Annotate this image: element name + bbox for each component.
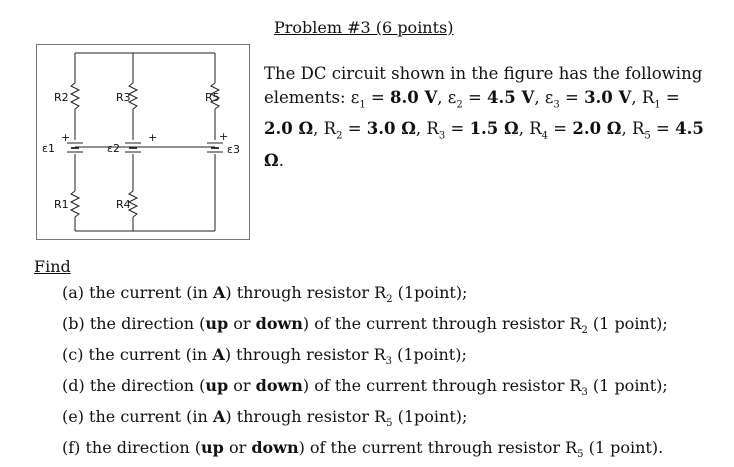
element-value: $R_2 = 3.0$ Ω, bbox=[323, 119, 427, 142]
element-value: $R_1 = 2.0$ Ω, bbox=[264, 88, 680, 139]
question-item: (f) the direction (up or down) of the current through resistor $R_5$ (1 point). bbox=[62, 437, 664, 461]
find-heading: Find bbox=[34, 257, 71, 276]
resistor-r1 bbox=[71, 191, 79, 217]
question-item: (b) the direction (up or down) of the current through resistor $R_2$ (1 point); bbox=[62, 313, 668, 337]
label-r4: R4 bbox=[116, 198, 131, 211]
element-value: $\varepsilon_1 = 8.0$ V, bbox=[350, 88, 448, 111]
question-item: (c) the current (in A) through resistor $R_3$ (1point); bbox=[62, 344, 467, 368]
plus-e1: + bbox=[61, 131, 71, 144]
label-e2: ε2 bbox=[107, 142, 120, 155]
problem-statement bbox=[264, 62, 704, 173]
question-item: (d) the direction (up or down) of the current through resistor $R_3$ (1 point); bbox=[62, 375, 668, 399]
plus-e3: + bbox=[219, 130, 229, 143]
label-r5: R5 bbox=[205, 91, 220, 104]
circuit-diagram bbox=[36, 44, 250, 240]
question-item: (a) the current (in A) through resistor $R_2$ (1point); bbox=[62, 283, 468, 306]
label-e1: ε1 bbox=[42, 142, 55, 155]
label-r3: R3 bbox=[116, 91, 131, 104]
question-list bbox=[62, 281, 668, 467]
problem-title: Problem #3 (6 points) bbox=[274, 18, 454, 37]
question-item: (e) the current (in A) through resistor $R_5$ (1point); bbox=[62, 406, 468, 430]
circuit-svg bbox=[37, 45, 251, 241]
element-value: $\varepsilon_3 = 3.0$ V, bbox=[544, 88, 642, 111]
element-value: $\varepsilon_2 = 4.5$ V, bbox=[447, 88, 545, 111]
label-r2: R2 bbox=[54, 91, 69, 104]
label-r1: R1 bbox=[54, 198, 69, 211]
label-e3: ε3 bbox=[227, 143, 240, 156]
plus-e2: + bbox=[148, 131, 158, 144]
element-value: $R_3 = 1.5$ Ω, bbox=[426, 119, 530, 142]
element-value: $R_5 = 4.5$ Ω. bbox=[264, 119, 704, 170]
element-value: $R_4 = 2.0$ Ω, bbox=[529, 119, 632, 142]
statement-intro: The DC circuit shown in the figure has the following elements: bbox=[264, 64, 703, 107]
resistor-r2 bbox=[71, 83, 79, 109]
